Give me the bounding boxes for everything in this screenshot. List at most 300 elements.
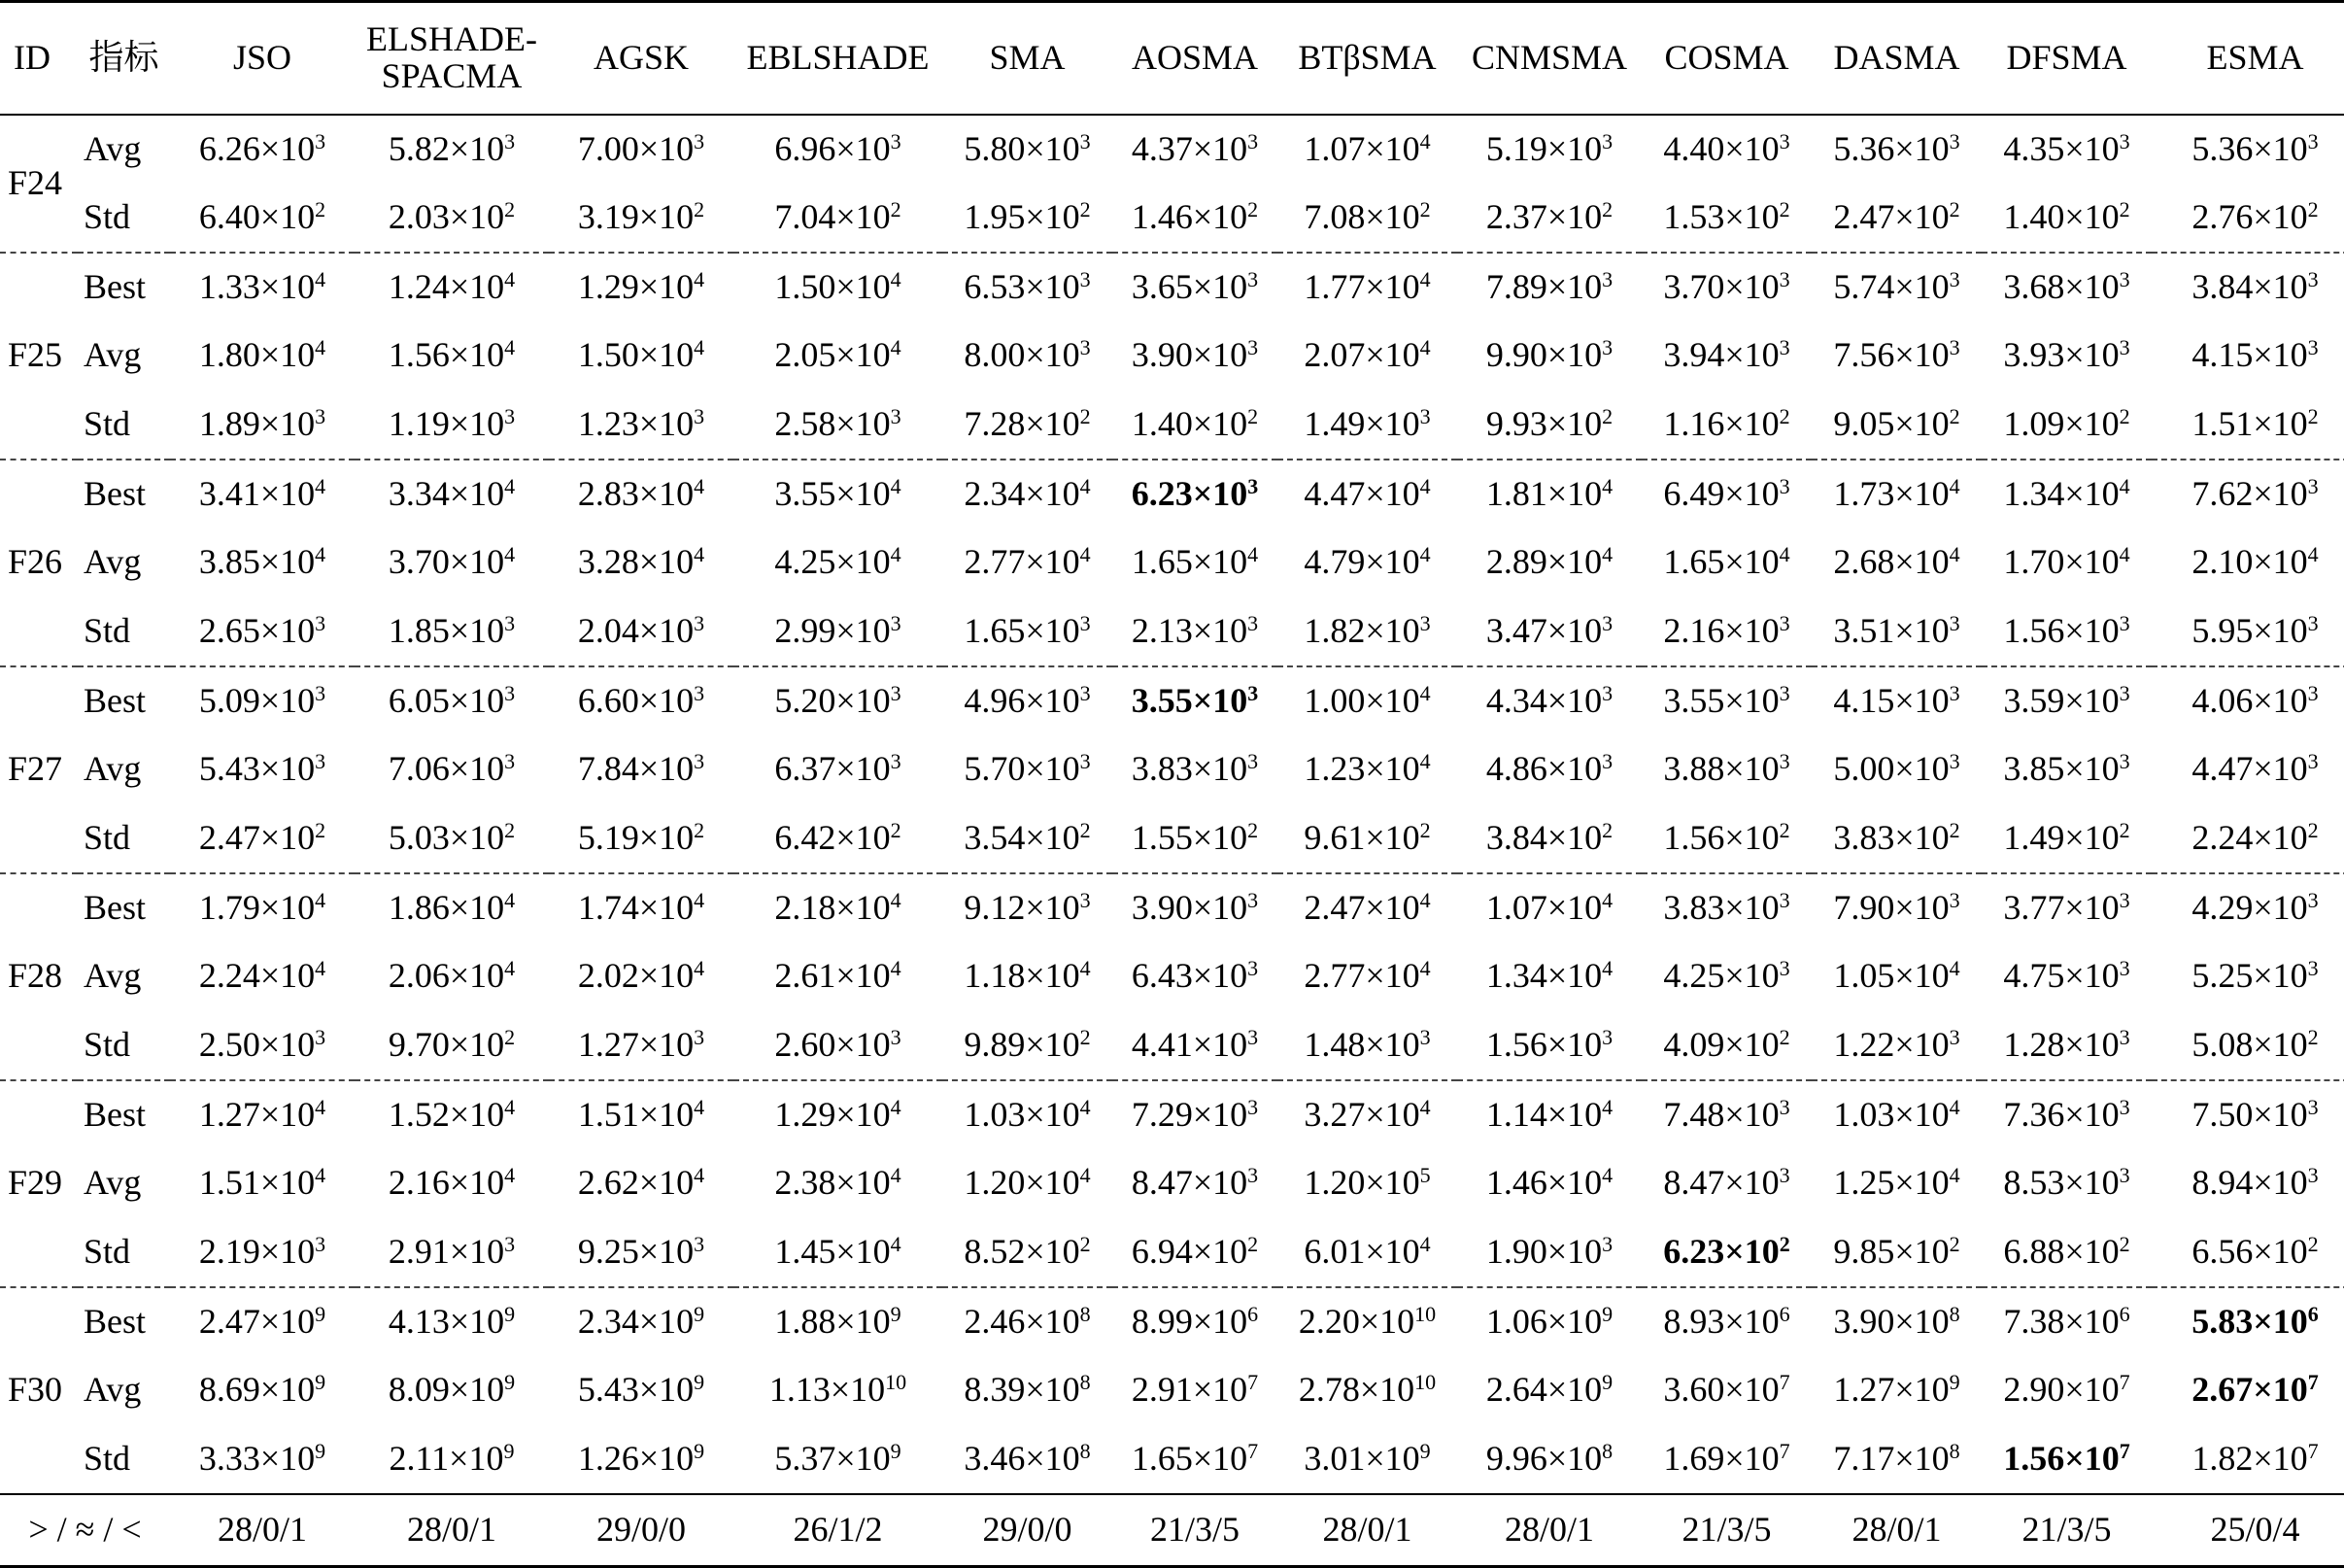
mantissa: 3.88 [1663, 749, 1725, 789]
exponent: 3 [1779, 956, 1790, 980]
mantissa: 2.47 [198, 817, 260, 857]
exponent: 4 [1419, 749, 1431, 773]
exponent: 3 [2119, 956, 2130, 980]
exponent: 6 [1779, 1301, 1790, 1326]
table-row [0, 184, 2344, 253]
mantissa: 8.53 [2003, 1163, 2065, 1203]
mantissa: 2.04 [577, 610, 639, 650]
exponent: 3 [1602, 335, 1614, 359]
value-cell: $4.47\times 10^4$ [1277, 460, 1457, 528]
mantissa: 7.08 [1304, 196, 1366, 236]
mantissa: 5.00 [1833, 749, 1895, 789]
value-cell: $1.33\times 10^4$ [170, 253, 355, 322]
value-cell: $1.09\times 10^2$ [2003, 403, 2130, 443]
exponent: 4 [1949, 1163, 1960, 1187]
value-cell: $5.25\times 10^3$ [2191, 956, 2319, 996]
mantissa: 4.79 [1304, 542, 1366, 582]
value-cell: $5.43\times 10^3$ [198, 749, 326, 789]
value-cell: $9.61\times 10^2$ [1304, 817, 1431, 857]
exponent: 2 [1602, 817, 1614, 842]
value-cell: $7.08\times 10^2$ [1304, 196, 1431, 236]
mantissa: 3.68 [2003, 266, 2065, 306]
table-footer [0, 1494, 2344, 1567]
mantissa: 1.19 [388, 403, 450, 443]
value-cell: $1.82\times 10^3$ [1304, 610, 1431, 650]
mantissa: 2.37 [1485, 196, 1547, 236]
value-cell: $2.83\times 10^4$ [549, 460, 733, 528]
value-cell: $8.09\times 10^9$ [388, 1370, 516, 1410]
value-cell: $1.50\times 10^4$ [733, 253, 942, 322]
exponent: 4 [504, 1094, 516, 1119]
metric-label: Best [78, 1080, 170, 1149]
exponent: 2 [315, 196, 326, 222]
value-cell: $1.40\times 10^2$ [2003, 196, 2130, 236]
value-cell: $1.49\times 10^2$ [2003, 817, 2130, 857]
mantissa: 5.25 [2191, 956, 2254, 996]
exponent: 2 [1419, 817, 1431, 842]
exponent: 3 [2307, 610, 2319, 635]
exponent: 4 [315, 956, 326, 980]
exponent: 9 [1602, 1301, 1614, 1326]
mantissa: 7.84 [577, 749, 639, 789]
exponent: 4 [1419, 128, 1431, 153]
exponent: 2 [1247, 196, 1259, 222]
value-cell: $3.41\times 10^4$ [170, 460, 355, 528]
exponent: 2 [1949, 403, 1960, 428]
value-cell: $2.19\times 10^3$ [198, 1231, 326, 1271]
metric-label: Avg [84, 749, 142, 789]
value-cell: $1.48\times 10^3$ [1304, 1024, 1431, 1064]
mantissa: 2.67 [2191, 1370, 2254, 1410]
mantissa: 4.40 [1663, 128, 1725, 168]
exponent: 6 [1247, 1301, 1259, 1326]
mantissa: 2.02 [577, 956, 639, 996]
exponent: 2 [1247, 1231, 1259, 1256]
mantissa: 1.56 [388, 335, 450, 375]
value-cell: $2.65\times 10^3$ [198, 610, 326, 650]
value-cell: $4.40\times 10^3$ [1663, 128, 1790, 168]
table-row [0, 115, 2344, 184]
exponent: 4 [890, 542, 901, 566]
exponent: 9 [1949, 1370, 1960, 1394]
mantissa: 2.91 [388, 1231, 450, 1271]
value-cell: $1.53\times 10^2$ [1663, 196, 1790, 236]
mantissa: 1.85 [388, 610, 450, 650]
exponent: 4 [1419, 542, 1431, 566]
value-cell: $9.85\times 10^2$ [1833, 1231, 1960, 1271]
value-cell: $1.27\times 10^4$ [170, 1080, 355, 1149]
exponent: 4 [504, 266, 516, 291]
exponent: 4 [1419, 887, 1431, 912]
table-row [0, 391, 2344, 460]
value-cell: $2.77\times 10^4$ [964, 542, 1091, 582]
exponent: 3 [315, 610, 326, 635]
mantissa: 1.82 [2191, 1438, 2254, 1478]
mantissa: 5.36 [2191, 128, 2254, 168]
mantissa: 2.47 [1304, 887, 1366, 927]
value-cell: $2.90\times 10^7$ [2003, 1370, 2130, 1410]
table-row [0, 735, 2344, 804]
function-id: F25 [0, 253, 78, 460]
exponent: 3 [504, 1231, 516, 1256]
metric-label: Avg [84, 335, 142, 375]
value-cell: $3.33\times 10^9$ [198, 1438, 326, 1478]
exponent: 3 [1247, 335, 1259, 359]
exponent: 3 [1602, 610, 1614, 635]
mantissa: 6.37 [774, 749, 836, 789]
exponent: 3 [2119, 1163, 2130, 1187]
mantissa: 1.07 [1485, 887, 1547, 927]
exponent: 3 [890, 749, 901, 773]
value-cell: $2.99\times 10^3$ [774, 610, 901, 650]
value-cell: $2.04\times 10^3$ [577, 610, 705, 650]
value-cell: $9.25\times 10^3$ [577, 1231, 705, 1271]
header-algorithm: AGSK [549, 2, 733, 115]
mantissa: 1.50 [774, 266, 836, 306]
value-cell: $5.80\times 10^3$ [964, 128, 1091, 168]
mantissa: 2.60 [774, 1024, 836, 1064]
value-cell: $4.15\times 10^3$ [2191, 335, 2319, 375]
mantissa: 3.59 [2003, 680, 2065, 720]
value-cell: $6.56\times 10^2$ [2191, 1231, 2319, 1271]
mantissa: 1.33 [198, 266, 260, 306]
mantissa: 1.82 [1304, 610, 1366, 650]
exponent: 4 [694, 542, 705, 566]
exponent: 4 [1419, 1094, 1431, 1119]
value-cell: $1.73\times 10^4$ [1812, 460, 1982, 528]
mantissa: 8.39 [964, 1370, 1026, 1410]
mantissa: 4.47 [1304, 473, 1366, 513]
exponent: 7 [2119, 1370, 2130, 1394]
mantissa: 9.96 [1485, 1438, 1547, 1478]
exponent: 2 [504, 196, 516, 222]
value-cell: $1.85\times 10^3$ [388, 610, 516, 650]
value-cell: $4.06\times 10^3$ [2152, 666, 2344, 735]
exponent: 4 [315, 1163, 326, 1187]
mantissa: 3.85 [2003, 749, 2065, 789]
exponent: 4 [694, 887, 705, 912]
exponent: 4 [504, 542, 516, 566]
exponent: 2 [2119, 817, 2130, 842]
value-cell: $6.40\times 10^2$ [198, 196, 326, 236]
mantissa: 3.01 [1304, 1438, 1366, 1478]
value-cell: $5.43\times 10^9$ [577, 1370, 705, 1410]
value-cell: $1.29\times 10^4$ [733, 1080, 942, 1149]
mantissa: 3.94 [1663, 335, 1725, 375]
exponent: 3 [1949, 749, 1960, 773]
value-cell: $1.56\times 10^3$ [1485, 1024, 1614, 1064]
mantissa: 2.78 [1298, 1370, 1360, 1410]
exponent: 2 [1779, 1024, 1790, 1049]
value-cell: $1.65\times 10^4$ [1131, 542, 1259, 582]
mantissa: 4.13 [388, 1301, 450, 1341]
mantissa: 7.56 [1833, 335, 1895, 375]
mantissa: 1.27 [198, 1094, 260, 1134]
exponent: 4 [1602, 887, 1614, 912]
exponent: 3 [2119, 1024, 2130, 1049]
value-cell: $3.60\times 10^7$ [1663, 1370, 1790, 1410]
value-cell: $3.34\times 10^4$ [355, 460, 549, 528]
exponent: 3 [1779, 749, 1790, 773]
mantissa: 3.55 [774, 473, 836, 513]
mantissa: 4.86 [1485, 749, 1547, 789]
mantissa: 6.96 [774, 128, 836, 168]
mantissa: 1.56 [2003, 1438, 2065, 1478]
mantissa: 1.52 [388, 1094, 450, 1134]
value-cell: $3.27\times 10^4$ [1277, 1080, 1457, 1149]
exponent: 3 [1949, 680, 1960, 705]
value-cell: $6.37\times 10^3$ [774, 749, 901, 789]
mantissa: 4.96 [964, 680, 1026, 720]
exponent: 4 [1602, 1094, 1614, 1119]
value-cell: $2.34\times 10^4$ [942, 460, 1112, 528]
mantissa: 4.15 [2191, 335, 2254, 375]
value-cell: $3.70\times 10^3$ [1642, 253, 1812, 322]
exponent: 9 [694, 1301, 705, 1326]
exponent: 9 [315, 1438, 326, 1463]
exponent: 3 [315, 749, 326, 773]
value-cell: $3.90\times 10^8$ [1812, 1287, 1982, 1356]
exponent: 9 [504, 1370, 516, 1394]
mantissa: 1.20 [1304, 1163, 1366, 1203]
exponent: 9 [694, 1438, 705, 1463]
mantissa: 1.49 [1304, 403, 1366, 443]
function-id: F29 [0, 1080, 78, 1287]
metric-label: Avg [84, 542, 142, 582]
value-cell: $2.05\times 10^4$ [774, 335, 901, 375]
mantissa: 1.56 [1485, 1024, 1547, 1064]
exponent: 3 [1779, 128, 1790, 153]
mantissa: 1.34 [2003, 473, 2065, 513]
value-cell: $4.47\times 10^3$ [2191, 749, 2319, 789]
exponent: 3 [1247, 610, 1259, 635]
exponent: 3 [504, 680, 516, 705]
exponent: 3 [694, 610, 705, 635]
mantissa: 2.89 [1485, 542, 1547, 582]
exponent: 3 [1602, 128, 1614, 153]
value-cell: $7.62\times 10^3$ [2152, 460, 2344, 528]
value-cell: $1.20\times 10^5$ [1304, 1163, 1431, 1203]
mantissa: 2.99 [774, 610, 836, 650]
mantissa: 3.90 [1833, 1301, 1895, 1341]
value-cell: $5.70\times 10^3$ [964, 749, 1091, 789]
mantissa: 3.41 [198, 473, 260, 513]
exponent: 8 [1949, 1438, 1960, 1463]
exponent: 2 [1602, 403, 1614, 428]
exponent: 2 [890, 817, 901, 842]
mantissa: 1.88 [774, 1301, 836, 1341]
exponent: 3 [315, 680, 326, 705]
value-cell: $7.89\times 10^3$ [1457, 253, 1642, 322]
exponent: 3 [1419, 1024, 1431, 1049]
metric-label: Std [84, 1438, 131, 1478]
value-cell: $1.80\times 10^4$ [198, 335, 326, 375]
exponent: 3 [1419, 403, 1431, 428]
value-cell: $2.03\times 10^2$ [388, 196, 516, 236]
exponent: 3 [315, 1231, 326, 1256]
exponent: 3 [694, 403, 705, 428]
summary-value: 25/0/4 [2152, 1494, 2344, 1567]
value-cell: $4.09\times 10^2$ [1663, 1024, 1790, 1064]
value-cell: $3.65\times 10^3$ [1112, 253, 1277, 322]
exponent: 3 [1079, 749, 1091, 773]
value-cell: $7.90\times 10^3$ [1812, 873, 1982, 942]
value-cell: $3.77\times 10^3$ [1982, 873, 2152, 942]
value-cell: $3.51\times 10^3$ [1833, 610, 1960, 650]
value-cell: $1.52\times 10^4$ [355, 1080, 549, 1149]
value-cell: $5.19\times 10^3$ [1485, 128, 1614, 168]
mantissa: 7.50 [2191, 1094, 2254, 1134]
exponent: 4 [890, 956, 901, 980]
mantissa: 5.20 [774, 680, 836, 720]
value-cell: $3.84\times 10^3$ [2152, 253, 2344, 322]
exponent: 6 [2307, 1301, 2319, 1326]
value-cell: $1.28\times 10^3$ [2003, 1024, 2130, 1064]
mantissa: 2.47 [1833, 196, 1895, 236]
mantissa: 7.00 [577, 128, 639, 168]
value-cell: $2.47\times 10^9$ [170, 1287, 355, 1356]
exponent: 2 [2307, 196, 2319, 222]
exponent: 6 [2119, 1301, 2130, 1326]
value-cell: $1.27\times 10^3$ [577, 1024, 705, 1064]
value-cell: $5.03\times 10^2$ [388, 817, 516, 857]
metric-label: Std [84, 1024, 131, 1064]
exponent: 3 [694, 1231, 705, 1256]
exponent: 2 [694, 196, 705, 222]
mantissa: 5.09 [198, 680, 260, 720]
mantissa: 2.46 [964, 1301, 1026, 1341]
exponent: 3 [1949, 128, 1960, 153]
value-cell: $4.15\times 10^3$ [1812, 666, 1982, 735]
value-cell: $1.51\times 10^4$ [549, 1080, 733, 1149]
exponent: 3 [1079, 128, 1091, 153]
mantissa: 1.03 [964, 1094, 1026, 1134]
exponent: 3 [1079, 887, 1091, 912]
value-cell: $6.43\times 10^3$ [1131, 956, 1259, 996]
exponent: 2 [1079, 817, 1091, 842]
value-cell: $2.67\times 10^7$ [2191, 1370, 2319, 1410]
value-cell: $3.55\times 10^4$ [733, 460, 942, 528]
value-cell: $1.82\times 10^7$ [2191, 1438, 2319, 1478]
mantissa: 2.64 [1485, 1370, 1547, 1410]
exponent: 4 [1419, 266, 1431, 291]
value-cell: $2.02\times 10^4$ [577, 956, 705, 996]
value-cell: $1.46\times 10^2$ [1131, 196, 1259, 236]
value-cell: $5.37\times 10^9$ [774, 1438, 901, 1478]
value-cell: $4.41\times 10^3$ [1131, 1024, 1259, 1064]
summary-value: 21/3/5 [1642, 1494, 1812, 1567]
value-cell: $2.64\times 10^9$ [1485, 1370, 1614, 1410]
value-cell: $4.86\times 10^3$ [1485, 749, 1614, 789]
value-cell: $8.99\times 10^6$ [1112, 1287, 1277, 1356]
metric-label: Std [84, 403, 131, 443]
mantissa: 6.88 [2003, 1231, 2065, 1271]
summary-value: 28/0/1 [1277, 1494, 1457, 1567]
value-cell: $2.10\times 10^4$ [2191, 542, 2319, 582]
mantissa: 4.47 [2191, 749, 2254, 789]
value-cell: $1.86\times 10^4$ [355, 873, 549, 942]
exponent: 4 [504, 887, 516, 912]
mantissa: 1.24 [388, 266, 450, 306]
header-algorithm: ESMA [2152, 2, 2344, 115]
exponent: 4 [1419, 1231, 1431, 1256]
mantissa: 5.36 [1833, 128, 1895, 168]
exponent: 3 [2119, 610, 2130, 635]
mantissa: 3.28 [577, 542, 639, 582]
value-cell: $7.84\times 10^3$ [577, 749, 705, 789]
table-row [0, 597, 2344, 666]
exponent: 9 [1419, 1438, 1431, 1463]
exponent: 3 [2119, 680, 2130, 705]
table-row [0, 873, 2344, 942]
exponent: 3 [1949, 1024, 1960, 1049]
metric-label: Best [78, 666, 170, 735]
value-cell: $2.16\times 10^4$ [388, 1163, 516, 1203]
exponent: 3 [2307, 266, 2319, 291]
mantissa: 4.41 [1131, 1024, 1193, 1064]
value-cell: $2.16\times 10^3$ [1663, 610, 1790, 650]
value-cell: $8.39\times 10^8$ [964, 1370, 1091, 1410]
exponent: 7 [2119, 1438, 2130, 1463]
exponent: 2 [504, 817, 516, 842]
value-cell: $4.13\times 10^9$ [355, 1287, 549, 1356]
value-cell: $7.56\times 10^3$ [1833, 335, 1960, 375]
mantissa: 8.94 [2191, 1163, 2254, 1203]
mantissa: 2.16 [388, 1163, 450, 1203]
mantissa: 2.91 [1131, 1370, 1193, 1410]
value-cell: $2.58\times 10^3$ [774, 403, 901, 443]
mantissa: 1.20 [964, 1163, 1026, 1203]
mantissa: 5.19 [1485, 128, 1547, 168]
exponent: 3 [1247, 1094, 1259, 1119]
value-cell: $6.49\times 10^3$ [1642, 460, 1812, 528]
mantissa: 2.18 [774, 887, 836, 927]
mantissa: 1.23 [577, 403, 639, 443]
exponent: 3 [1949, 335, 1960, 359]
exponent: 4 [2119, 542, 2130, 566]
metric-label: Std [84, 817, 131, 857]
metric-label: Std [84, 196, 131, 236]
mantissa: 2.68 [1833, 542, 1895, 582]
value-cell: $3.55\times 10^3$ [1112, 666, 1277, 735]
value-cell: $7.17\times 10^8$ [1833, 1438, 1960, 1478]
exponent: 4 [1247, 542, 1259, 566]
mantissa: 1.00 [1304, 680, 1366, 720]
mantissa: 3.65 [1131, 266, 1193, 306]
value-cell: $3.85\times 10^3$ [2003, 749, 2130, 789]
value-cell: $3.83\times 10^3$ [1131, 749, 1259, 789]
summary-value: 28/0/1 [355, 1494, 549, 1567]
mantissa: 5.08 [2191, 1024, 2254, 1064]
exponent: 4 [1602, 473, 1614, 498]
exponent: 3 [2119, 128, 2130, 153]
mantissa: 3.90 [1131, 335, 1193, 375]
exponent: 7 [2307, 1370, 2319, 1394]
mantissa: 1.51 [198, 1163, 260, 1203]
mantissa: 4.35 [2003, 128, 2065, 168]
mantissa: 4.37 [1131, 128, 1193, 168]
value-cell: $1.65\times 10^4$ [1663, 542, 1790, 582]
mantissa: 6.42 [774, 817, 836, 857]
mantissa: 2.77 [1304, 956, 1366, 996]
exponent: 4 [504, 956, 516, 980]
exponent: 3 [1247, 266, 1259, 291]
exponent: 4 [890, 1231, 901, 1256]
value-cell: $1.22\times 10^3$ [1833, 1024, 1960, 1064]
mantissa: 2.06 [388, 956, 450, 996]
exponent: 3 [1247, 128, 1259, 153]
value-cell: $1.25\times 10^4$ [1833, 1163, 1960, 1203]
